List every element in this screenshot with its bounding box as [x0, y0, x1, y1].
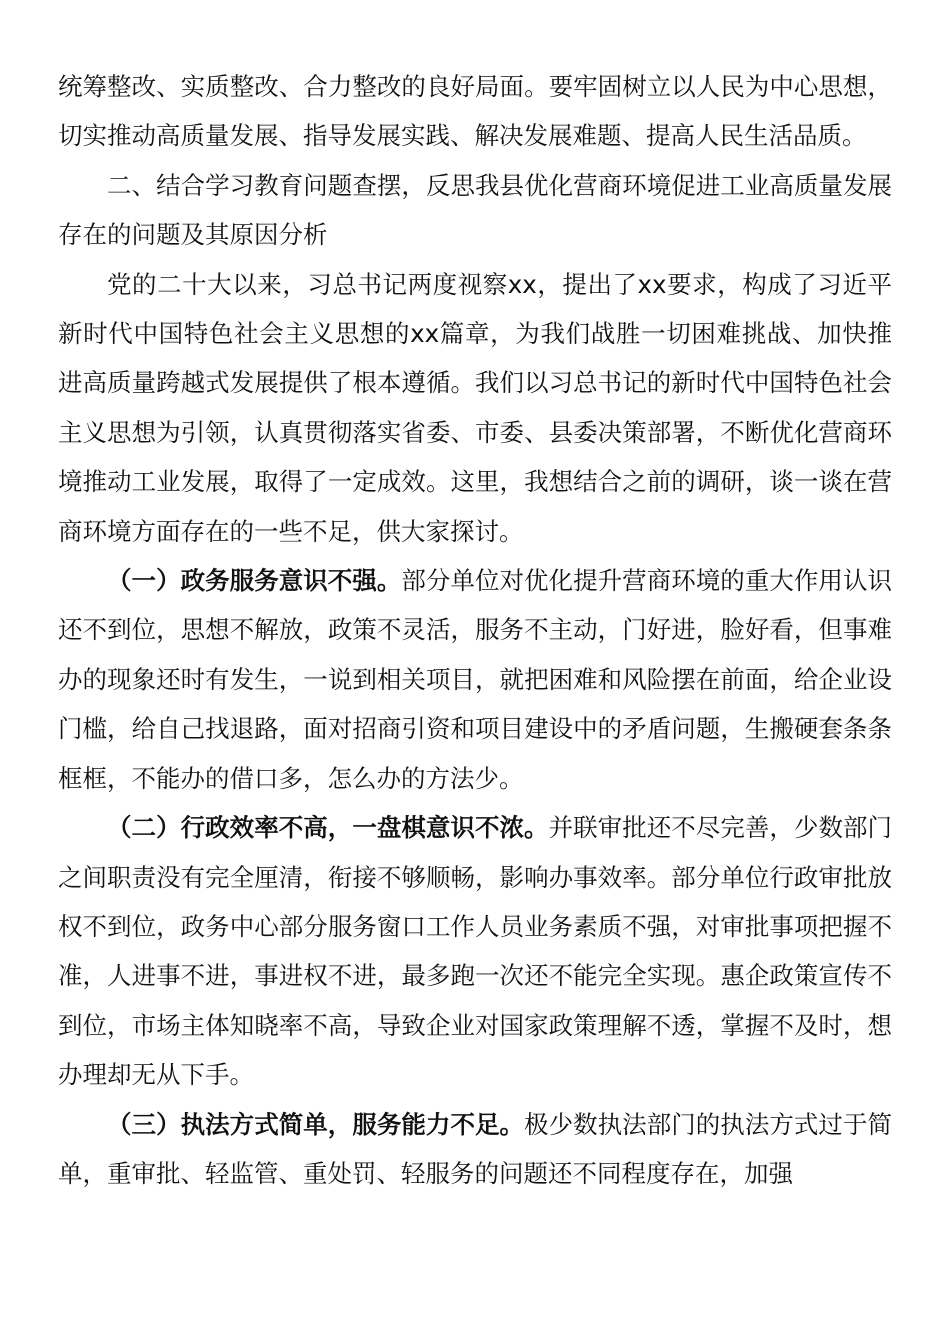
paragraph-continuation: 统筹整改、实质整改、合力整改的良好局面。要牢固树立以人民为中心思想，切实推动高质量发展、指导发展实践、解决发展难题、提高人民生活品质。: [58, 72, 892, 151]
issue-item-1: [58, 556, 892, 803]
issue-item-body: 并联审批还不尽完善，少数部门之间职责没有完全厘清，衔接不够顺畅，影响办事效率。部分单位行政审批放权不到位，政务中心部分服务窗口工作人员业务素质不强，对审批事项把握不准，人进事不进，事进权不进，最多跑一次还不能完全实现。惠企政策宣传不到位，市场主体知晓率不高，导致企业对国家政策理解不透，掌握不及时，想办理却无从下手。: [58, 813, 893, 1090]
issue-item-body: 极少数执法部门的执法方式过于简单，重审批、轻监管、重处罚、轻服务的问题还不同程度存在，加强: [58, 1109, 892, 1188]
section-heading: 二、结合学习教育问题查摆，反思我县优化营商环境促进工业高质量发展存在的问题及其原因分析: [58, 170, 892, 250]
issue-item-title: （三）执法方式简单，服务能力不足。: [107, 1109, 525, 1139]
issue-item-3: [58, 1100, 892, 1199]
paragraph-intro: 党的二十大以来，习总书记两度视察xx，提出了xx要求，构成了习近平新时代中国特色社会主义思想的xx篇章，为我们战胜一切困难挑战、加快推进高质量跨越式发展提供了根本遵循。我们以习总书记的新时代中国特色社会主义思想为引领，认真贯彻落实省委、市委、县委决策部署，不断优化营商环境推动工业发展，取得了一定成效。这里，我想结合之前的调研，谈一谈在营商环境方面存在的一些不足，供大家探讨。: [58, 269, 892, 546]
issue-item-title: （一）政务服务意识不强。: [107, 566, 402, 596]
document-page: [58, 62, 892, 1198]
issue-item-title: （二）行政效率不高，一盘棋意识不浓。: [107, 813, 549, 843]
issue-item-2: [58, 803, 892, 1099]
issue-item-body: 部分单位对优化提升营商环境的重大作用认识还不到位，思想不解放，政策不灵活，服务不主动，门好进，脸好看，但事难办的现象还时有发生，一说到相关项目，就把困难和风险摆在前面，给企业设门槛，给自己找退路，面对招商引资和项目建设中的矛盾问题，生搬硬套条条框框，不能办的借口多，怎么办的方法少。: [58, 566, 893, 793]
